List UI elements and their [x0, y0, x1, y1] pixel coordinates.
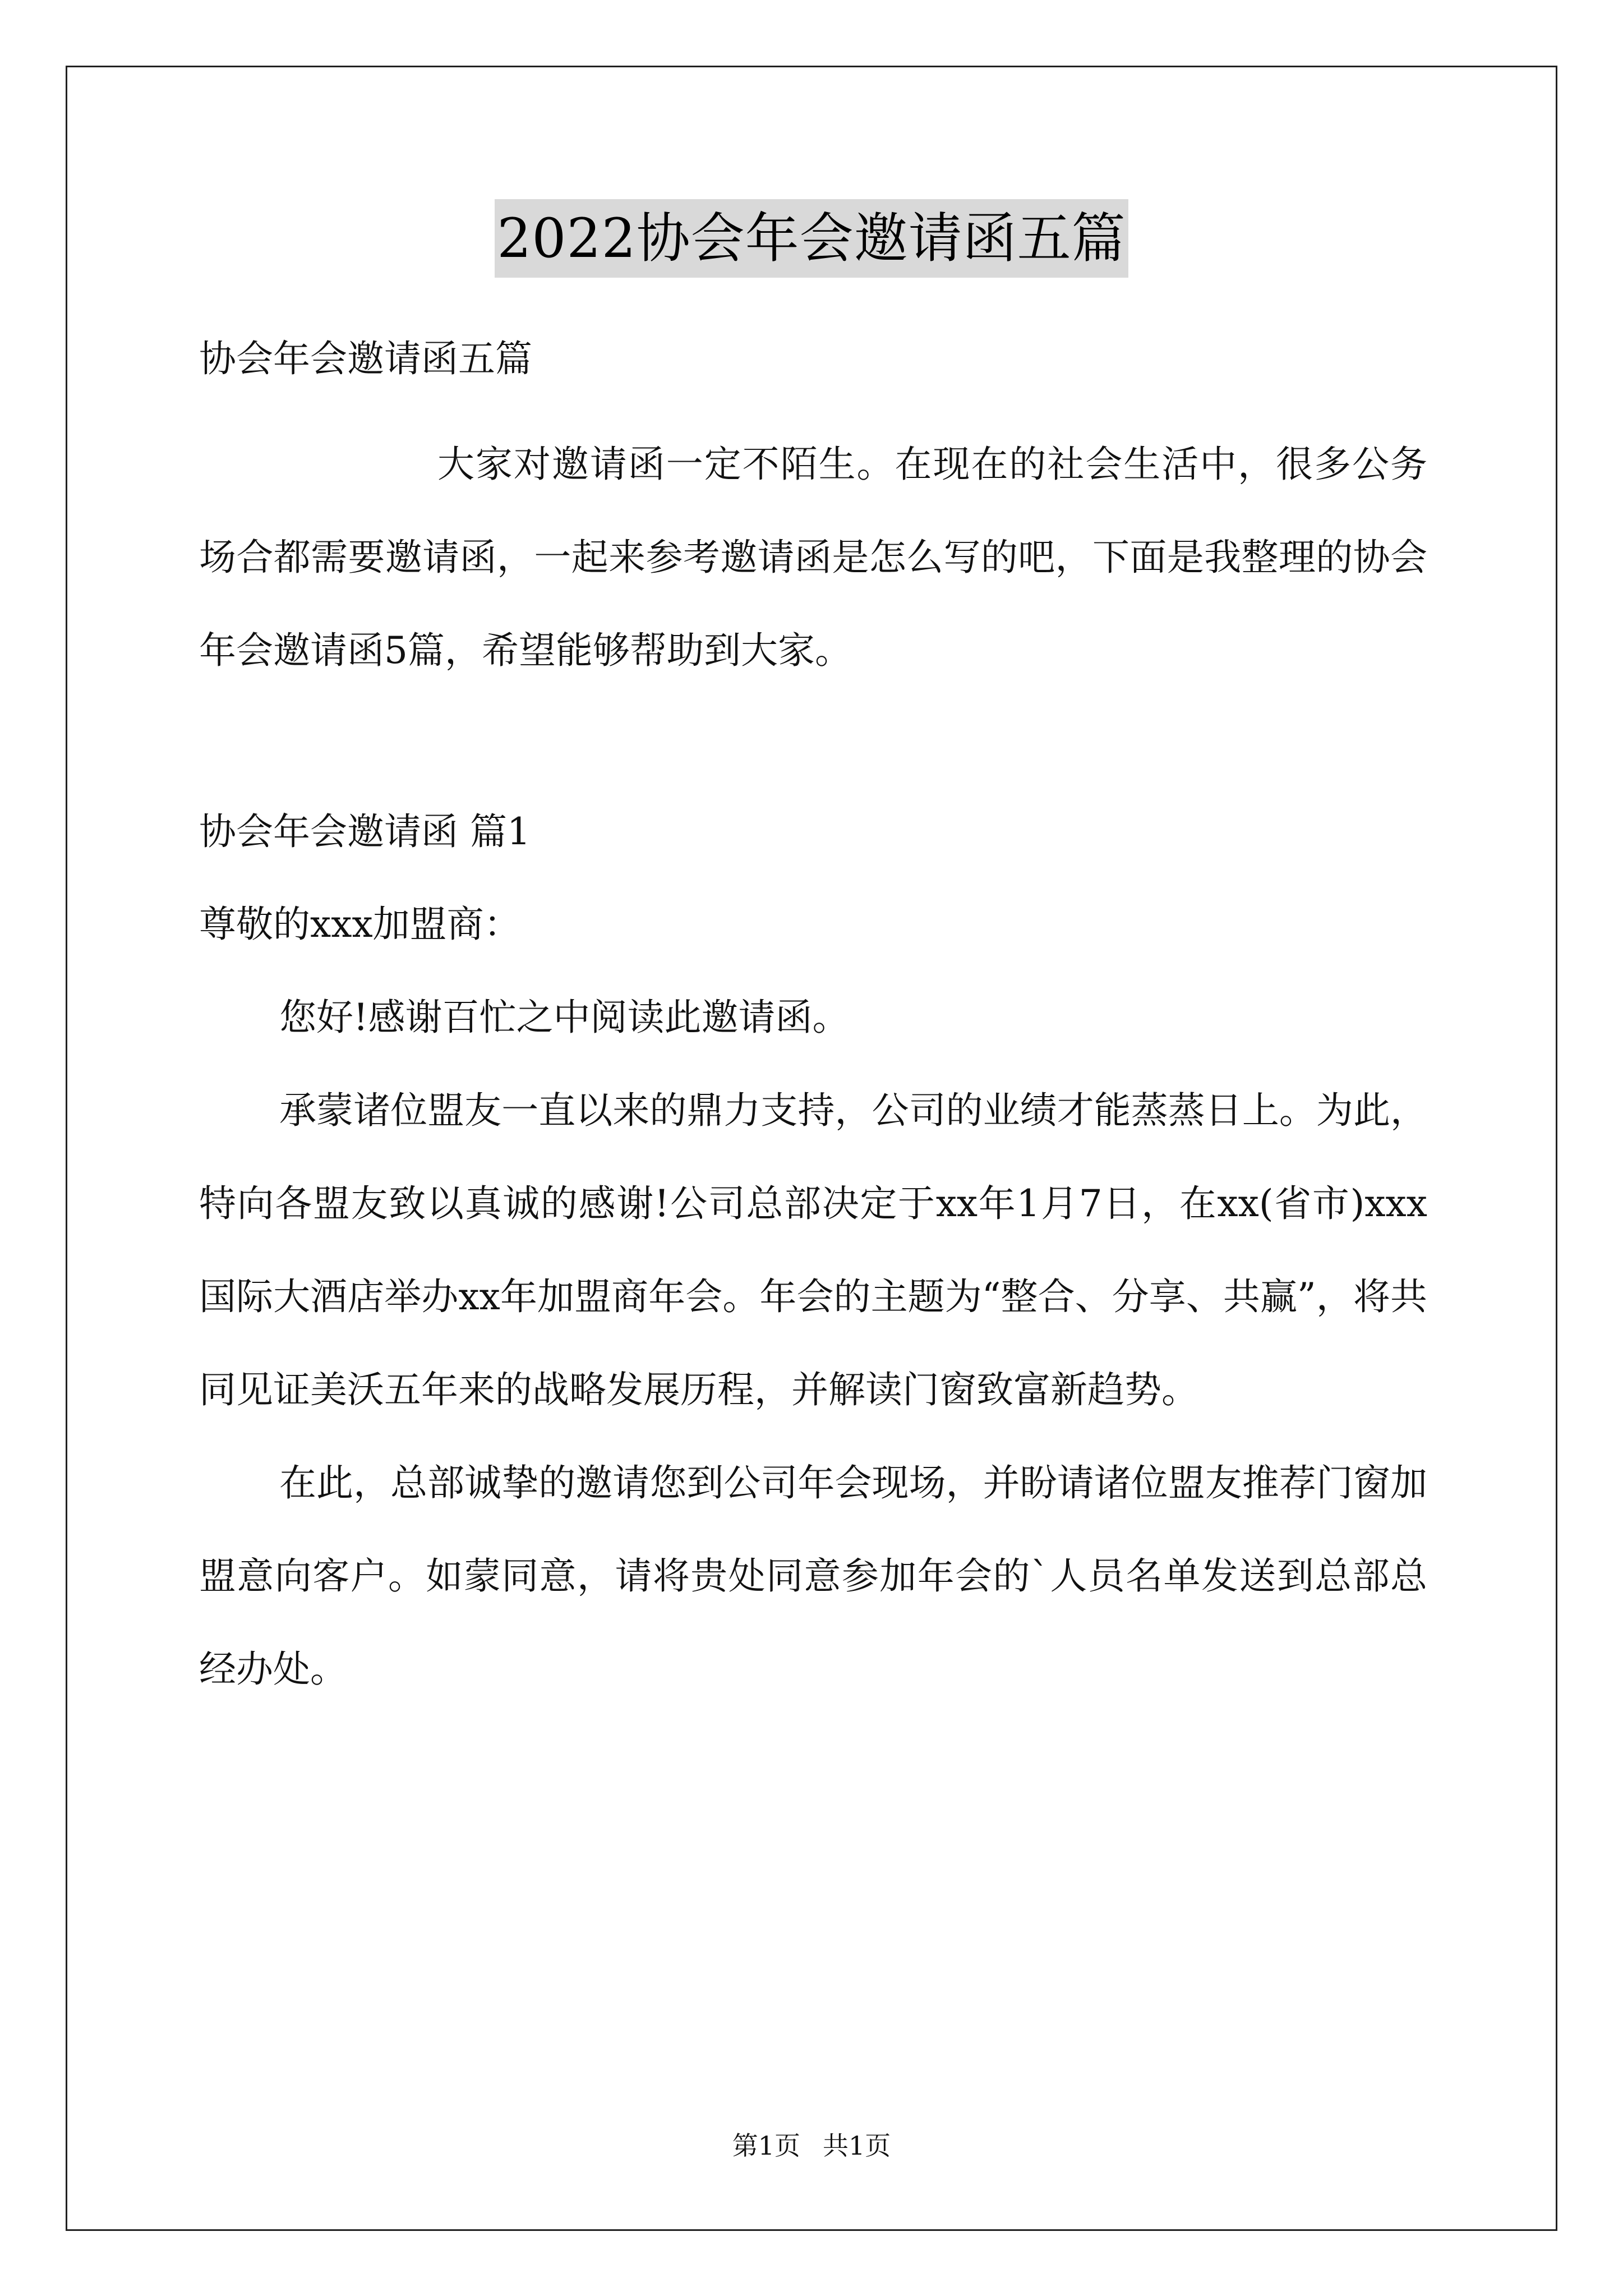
page-footer — [0, 2129, 1623, 2162]
document-subtitle: 协会年会邀请函五篇 — [199, 337, 532, 380]
body-paragraph-3: 在此，总部诚挚的邀请您到公司年会现场，并盼请诸位盟友推荐门窗加盟意向客户。如蒙同意，请将贵处同意参加年会的`人员名单发送到总部总经办处。 — [199, 1461, 1427, 1691]
salutation: 尊敬的xxx加盟商： — [199, 903, 521, 946]
body-paragraph-2: 承蒙诸位盟友一直以来的鼎力支持，公司的业绩才能蒸蒸日上。为此，特向各盟友致以真诚的感谢!公司总部决定于xx年1月7日，在xx(省市)xxx国际大酒店举办xx年加盟商年会。年会的主题为“整合、分享、共赢”，将共同见证美沃五年来的战略发展历程，并解读门窗致富新趋势。 — [199, 1089, 1427, 1411]
section-heading: 协会年会邀请函 篇1 — [199, 810, 531, 853]
body-paragraph-1: 您好!感谢百忙之中阅读此邀请函。 — [279, 996, 850, 1039]
page-total: 共1页 — [823, 2131, 891, 2161]
document-title: 2022协会年会邀请函五篇 — [495, 199, 1128, 278]
title-wrapper — [0, 199, 1623, 278]
intro-paragraph: 大家对邀请函一定不陌生。在现在的社会生活中，很多公务场合都需要邀请函，一起来参考邀请函是怎么写的吧，下面是我整理的协会年会邀请函5篇，希望能够帮助到大家。 — [199, 443, 1427, 672]
page-number: 第1页 — [732, 2131, 800, 2161]
document-body — [199, 314, 1427, 1716]
